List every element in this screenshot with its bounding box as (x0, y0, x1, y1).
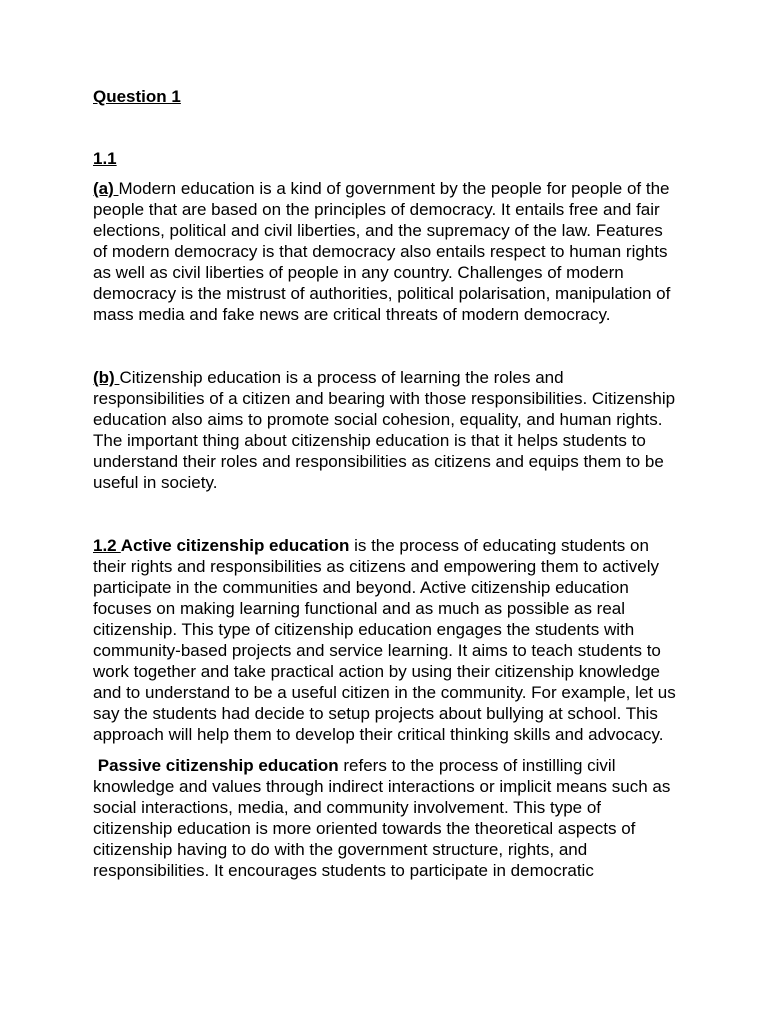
paragraph-1-2 (93, 535, 677, 745)
section-1-1-heading: 1.1 (93, 149, 117, 168)
section-1-2-label: 1.2 (93, 536, 121, 555)
paragraph-passive (93, 755, 677, 881)
paragraph-b (93, 367, 677, 493)
paragraph-passive-text: refers to the process of instilling civil knowledge and values through indirect interactions or implicit means such as social interactions, media, and community involvement. This type of citizenship education is more oriented towards the theoretical aspects of citizenship having to do with the government structure, rights, and responsibilities. It encourages students to participate in democratic (93, 756, 671, 880)
paragraph-b-text: Citizenship education is a process of learning the roles and responsibilities of a citizen and bearing with those responsibilities. Citizenship education also aims to promote social cohesion, equality, and human rights. The important thing about citizenship education is that it helps students to understand their roles and responsibilities as citizens and equips them to be useful in society. (93, 368, 676, 492)
paragraph-a (93, 178, 677, 325)
document-content (93, 86, 677, 881)
paragraph-a-label: (a) (93, 179, 119, 198)
paragraph-1-2-text: is the process of educating students on their rights and responsibilities as citizens and empowering them to actively participate in the communities and beyond. Active citizenship education focuses on making learning functional and as much as possible as real citizenship. This type of citizenship education engages the students with community-based projects and service learning. It aims to teach students to work together and take practical action by using their citizenship knowledge and to understand to be a useful citizen in the community. For example, let us say the students had decide to setup projects about bullying at school. This approach will help them to develop their critical thinking skills and advocacy. (93, 536, 676, 744)
paragraph-b-label: (b) (93, 368, 120, 387)
paragraph-a-text: Modern education is a kind of government by the people for people of the people that are based on the principles of democracy. It entails free and fair elections, political and civil liberties, and the supremacy of the law. Features of modern democracy is that democracy also entails respect to human rights as well as civil liberties of people in any country. Challenges of modern democracy is the mistrust of authorities, political polarisation, manipulation of mass media and fake news are critical threats of modern democracy. (93, 179, 671, 324)
question-title: Question 1 (93, 87, 181, 106)
passive-citizenship-term: Passive citizenship education (97, 756, 339, 775)
active-citizenship-term: Active citizenship education (120, 536, 350, 555)
